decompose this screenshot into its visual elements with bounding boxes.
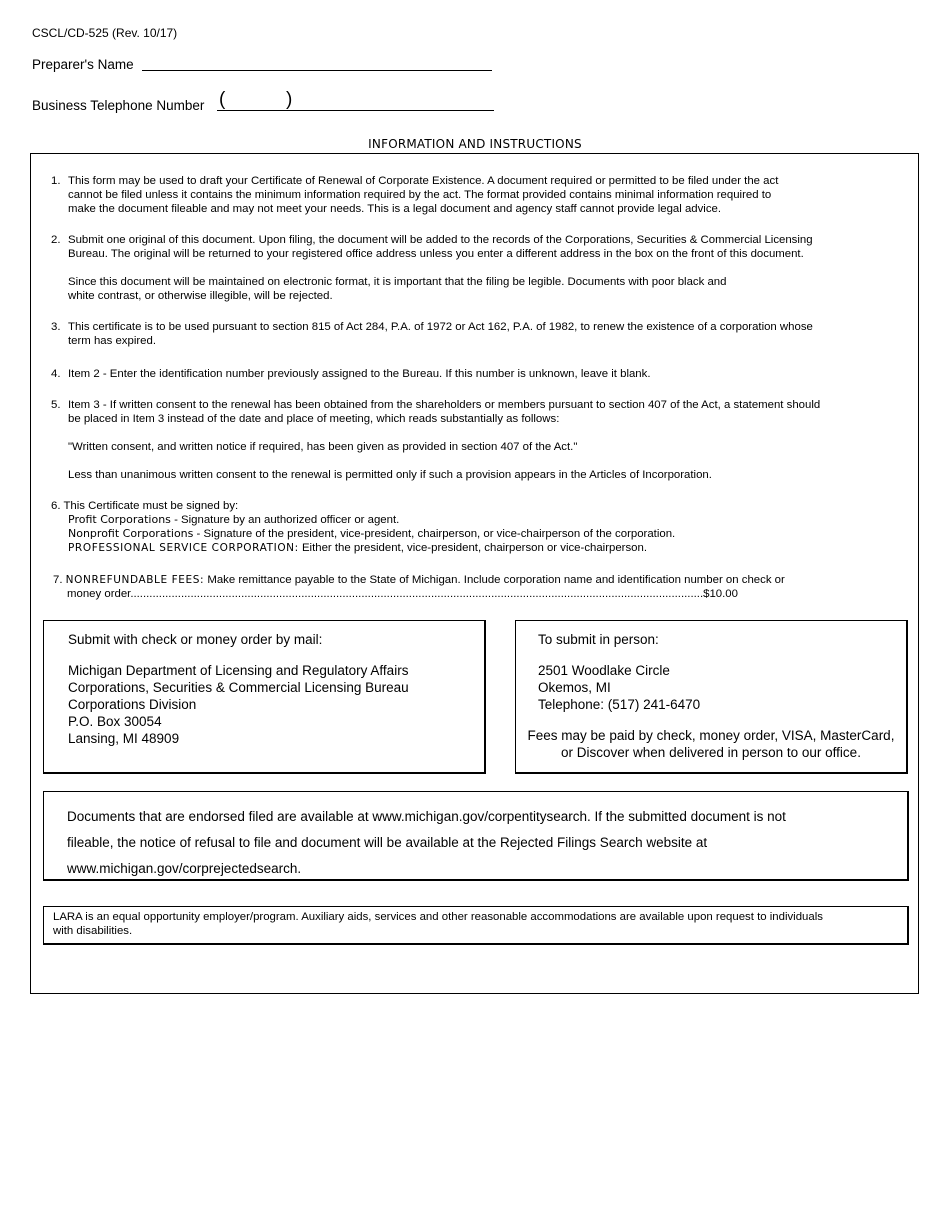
professional-label: PROFESSIONAL SERVICE CORPORATION: xyxy=(68,542,299,554)
item6-profit-line xyxy=(68,513,399,527)
mail-address-line: P.O. Box 30054 xyxy=(68,714,162,729)
item1-line: This form may be used to draft your Certificate of Renewal of Corporate Existence. A document required or permitted to be filed under the act xyxy=(68,175,779,187)
item7-fee-line: money order.....................................................................................................................................................................................$10.00 xyxy=(67,588,738,600)
item4-line: Item 2 - Enter the identification number previously assigned to the Bureau. If this number is unknown, leave it blank. xyxy=(68,368,651,380)
in-person-address-line: 2501 Woodlake Circle xyxy=(538,663,670,678)
item5-line: Item 3 - If written consent to the renewal has been obtained from the shareholders or members pursuant to section 407 of the Act, a statement should xyxy=(68,399,821,411)
preparer-name-field[interactable] xyxy=(142,70,492,71)
item6-professional-line xyxy=(68,541,647,555)
lara-notice-line: LARA is an equal opportunity employer/program. Auxiliary aids, services and other reasonable accommodations are available upon request to individuals xyxy=(53,911,823,923)
online-filings-line: Documents that are endorsed filed are available at www.michigan.gov/corpentitysearch. If the submitted document is not xyxy=(67,809,786,824)
item3-line: This certificate is to be used pursuant to section 815 of Act 284, P.A. of 1972 or Act 162, P.A. of 1982, to renew the existence of a corporation whose xyxy=(68,321,813,333)
online-filings-text xyxy=(67,804,786,882)
item2-line: Bureau. The original will be returned to your registered office address unless you enter a different address in the box on the front of this document. xyxy=(68,248,804,260)
business-phone-label: Business Telephone Number xyxy=(32,98,205,113)
item-number: 7. xyxy=(53,574,63,586)
mail-address-line: Lansing, MI 48909 xyxy=(68,731,180,746)
in-person-title: To submit in person: xyxy=(538,632,659,647)
item-number: 1. xyxy=(51,175,61,187)
item5-unanimous-note: Less than unanimous written consent to the renewal is permitted only if such a provision appears in the Articles of Incorporation. xyxy=(68,469,712,481)
professional-text: Either the president, vice-president, chairperson or vice-chairperson. xyxy=(298,542,647,554)
online-filings-line: www.michigan.gov/corprejectedsearch. xyxy=(67,861,302,876)
in-person-address-line: Telephone: (517) 241-6470 xyxy=(538,697,701,712)
mail-box-title: Submit with check or money order by mail: xyxy=(68,632,323,647)
item2-legibility-line: white contrast, or otherwise illegible, will be rejected. xyxy=(68,290,333,302)
form-id: CSCL/CD-525 (Rev. 10/17) xyxy=(32,26,178,40)
profit-label: Profit Corporations xyxy=(68,513,171,526)
item3-line: term has expired. xyxy=(68,335,156,347)
item7-line xyxy=(53,573,785,587)
payment-methods-line: Fees may be paid by check, money order, VISA, MasterCard, xyxy=(527,728,895,743)
item-number: 4. xyxy=(51,368,61,380)
payment-methods xyxy=(516,727,906,761)
item-number: 2. xyxy=(51,234,61,246)
in-person-address-line: Okemos, MI xyxy=(538,680,611,695)
preparer-name-label: Preparer's Name xyxy=(32,57,134,72)
item2-legibility-line: Since this document will be maintained on electronic format, it is important that the filing be legible. Documents with poor black and xyxy=(68,276,727,288)
mail-address xyxy=(68,662,409,747)
lara-notice-line: with disabilities. xyxy=(53,925,133,937)
item5-line: be placed in Item 3 instead of the date and place of meeting, which reads substantially as follows: xyxy=(68,413,560,425)
nonprofit-text: - Signature of the president, vice-president, chairperson, or vice-chairperson of the corporation. xyxy=(193,528,676,540)
profit-text: - Signature by an authorized officer or agent. xyxy=(170,514,400,526)
mail-address-line: Corporations Division xyxy=(68,697,197,712)
phone-close-paren: ) xyxy=(286,89,293,110)
mail-address-line: Michigan Department of Licensing and Regulatory Affairs xyxy=(68,663,409,678)
in-person-address xyxy=(538,662,700,713)
item2-line: Submit one original of this document. Upon filing, the document will be added to the records of the Corporations, Securities & Commercial Licensing xyxy=(68,234,813,246)
mail-address-line: Corporations, Securities & Commercial Licensing Bureau xyxy=(68,680,409,695)
lara-notice-text xyxy=(53,910,823,938)
section-heading: INFORMATION AND INSTRUCTIONS xyxy=(368,137,582,151)
phone-open-paren: ( xyxy=(219,89,226,110)
item1-line: cannot be filed unless it contains the minimum information required by the act. The format provided contains minimal information required to xyxy=(68,189,772,201)
item6-title: 6. This Certificate must be signed by: xyxy=(51,500,239,512)
item6-nonprofit-line xyxy=(68,527,675,541)
item5-consent-quote: "Written consent, and written notice if required, has been given as provided in section 407 of the Act." xyxy=(68,441,578,453)
online-filings-line: fileable, the notice of refusal to file and document will be available at the Rejected Filings Search website at xyxy=(67,835,708,850)
item-number: 3. xyxy=(51,321,61,333)
nonprofit-label: Nonprofit Corporations xyxy=(68,527,194,540)
item1-line: make the document fileable and may not meet your needs. This is a legal document and agency staff cannot provide legal advice. xyxy=(68,203,722,215)
business-phone-field[interactable] xyxy=(217,89,494,111)
payment-methods-line: or Discover when delivered in person to our office. xyxy=(561,745,861,760)
nonrefundable-fees-label: NONREFUNDABLE FEES: xyxy=(65,574,205,586)
item7-text: Make remittance payable to the State of Michigan. Include corporation name and identification number on check or xyxy=(204,574,785,586)
item-number: 5. xyxy=(51,399,61,411)
